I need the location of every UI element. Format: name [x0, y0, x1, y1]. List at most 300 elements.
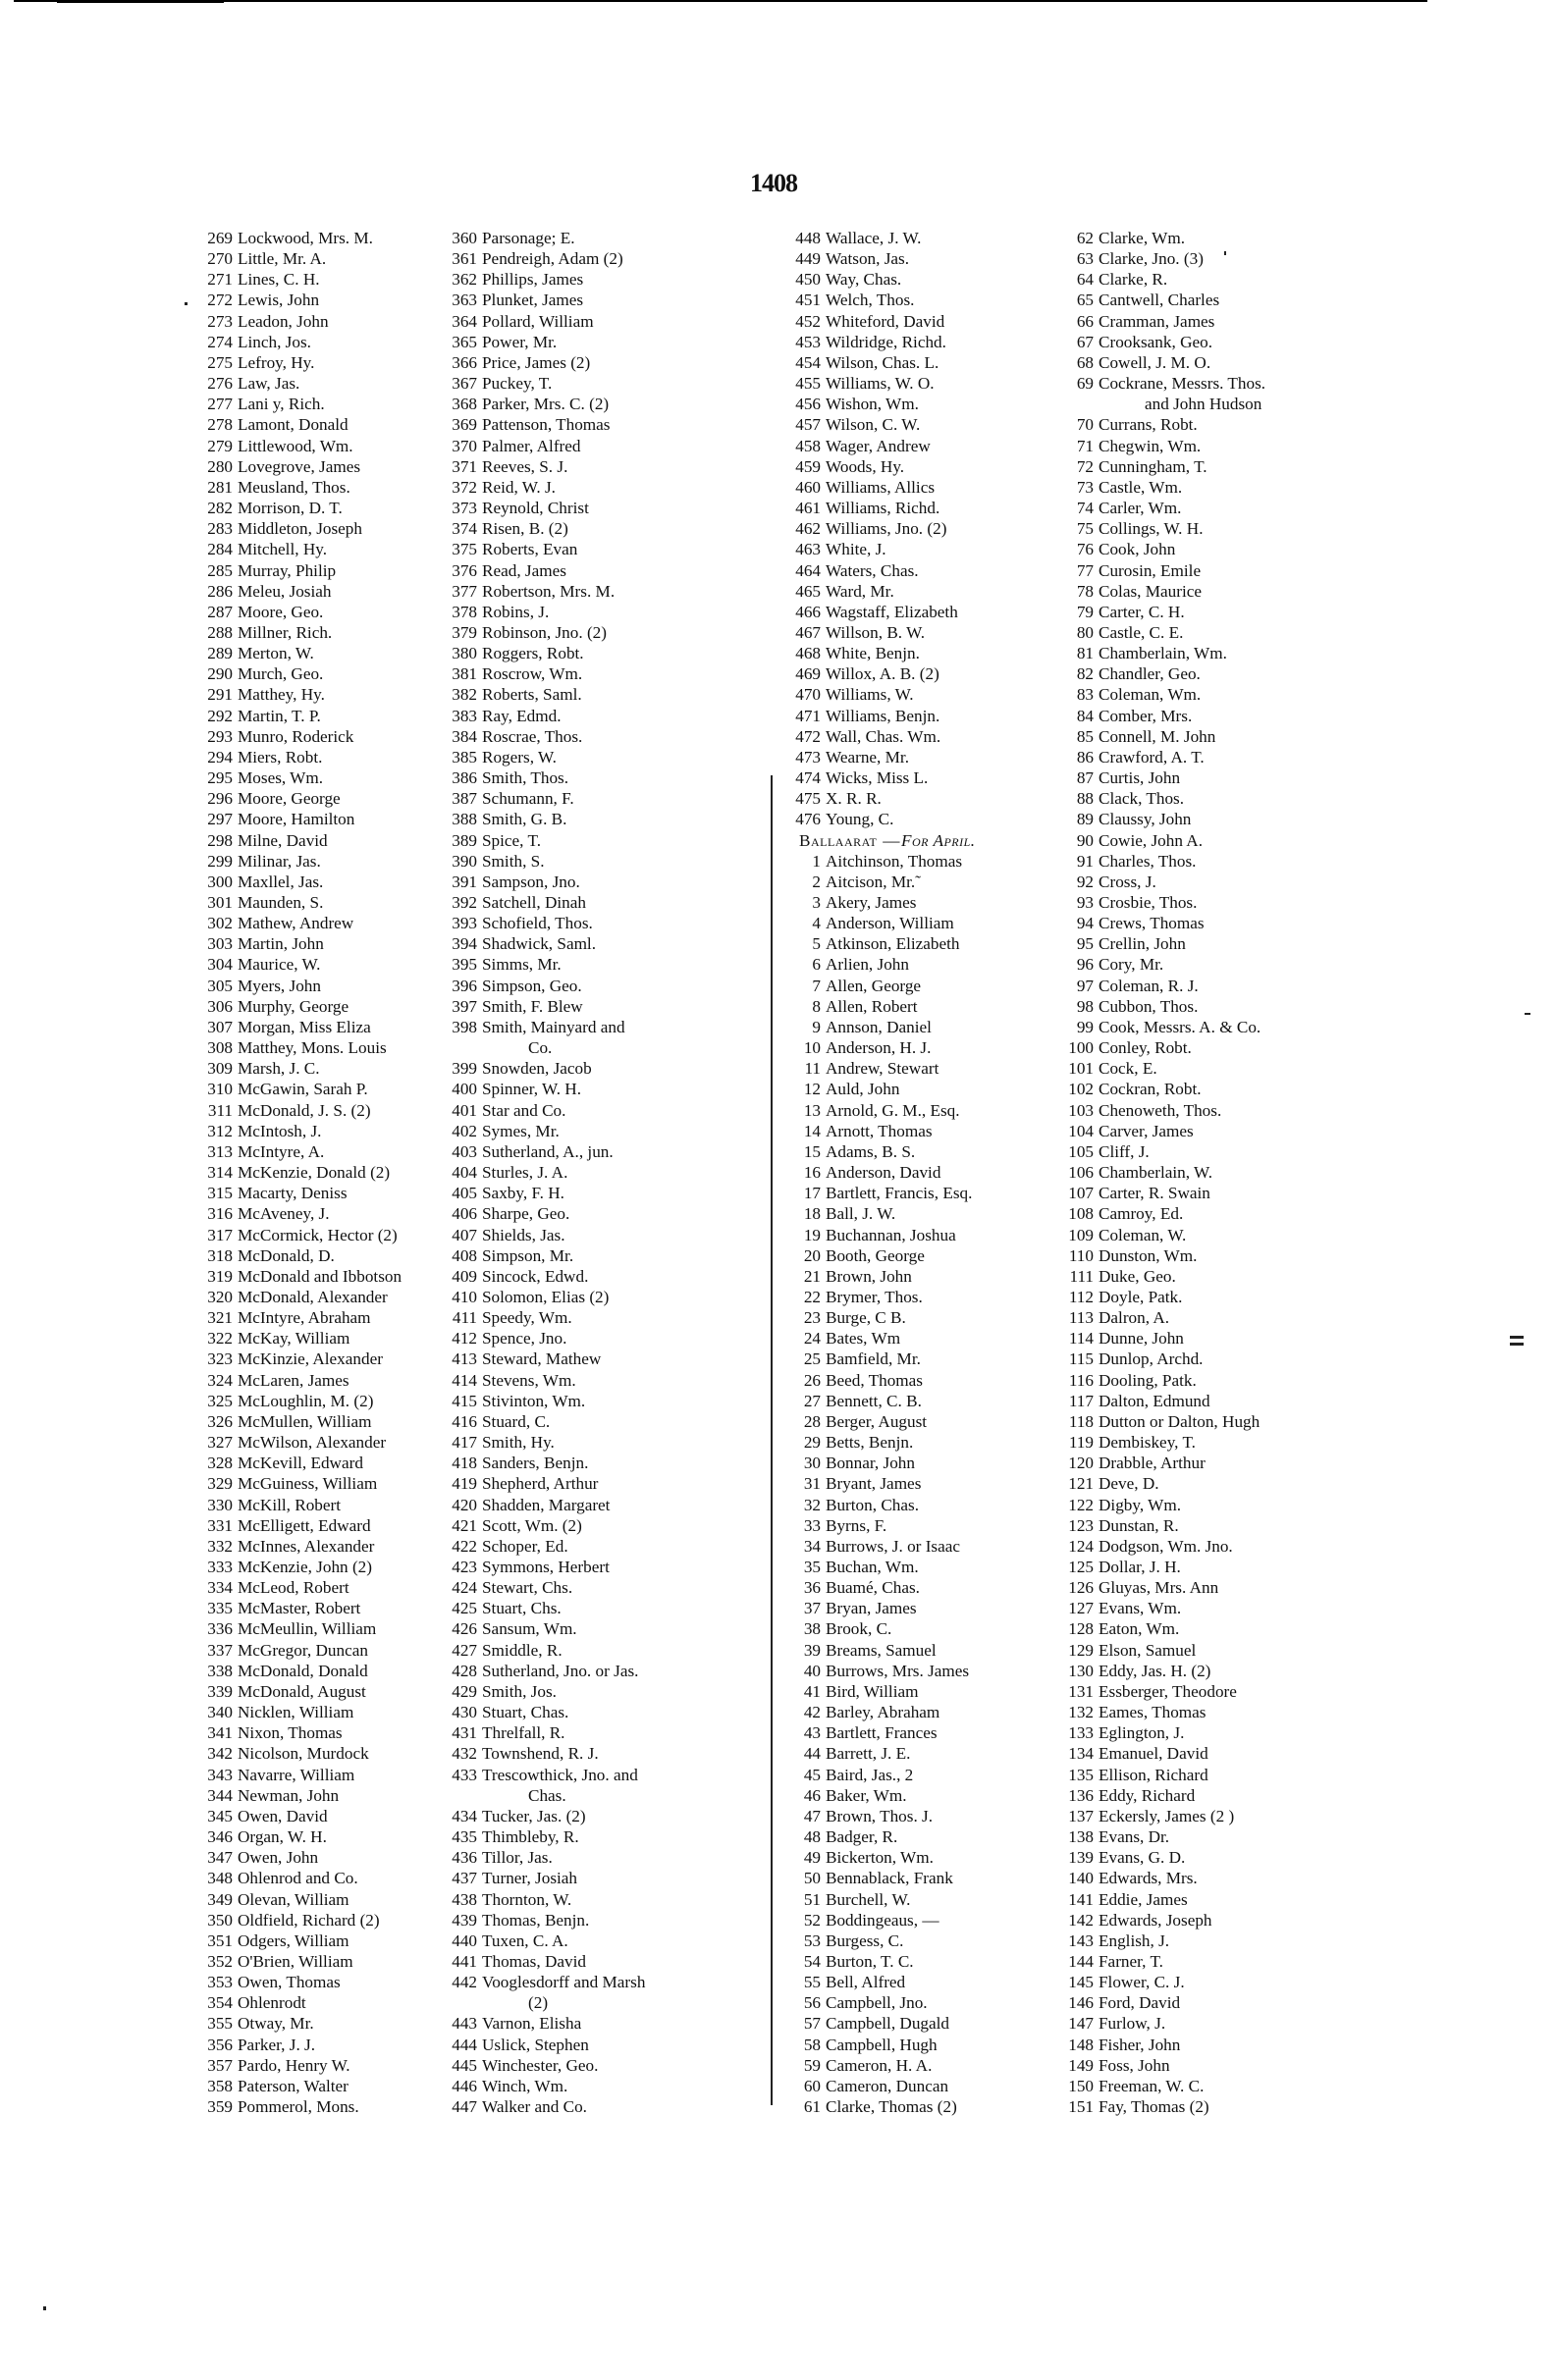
- entry-number: 414: [452, 1370, 477, 1390]
- entry-number: 135: [1068, 1765, 1094, 1784]
- entry-number: 58: [803, 2035, 821, 2054]
- list-item: [781, 1618, 1056, 1639]
- list-item: [199, 1536, 440, 1557]
- entry-number: 340: [207, 1703, 233, 1722]
- entry-number: 11: [804, 1059, 821, 1079]
- list-item: [199, 394, 440, 414]
- entry-name: Cantwell, Charles: [1099, 291, 1220, 310]
- entry-number: 2: [812, 872, 821, 891]
- list-item: [1060, 872, 1355, 892]
- entry-number: 318: [207, 1245, 233, 1265]
- list-item: [781, 1100, 1056, 1121]
- entry-number: 63: [1076, 249, 1094, 269]
- entry-name: Annson, Daniel: [826, 1017, 932, 1036]
- list-item: [1060, 602, 1355, 622]
- entry-name: Crawford, A. T.: [1099, 747, 1205, 767]
- entry-number: 326: [207, 1411, 233, 1431]
- entry-name: Brown, Thos. J.: [826, 1806, 934, 1825]
- entry-number: 21: [803, 1266, 821, 1286]
- list-item: [199, 1349, 440, 1369]
- entry-name: Solomon, Elias (2): [482, 1287, 610, 1306]
- entry-name: Roscrow, Wm.: [482, 664, 583, 684]
- entry-number: 322: [207, 1329, 233, 1349]
- entry-number: 14: [803, 1121, 821, 1140]
- entry-name: Ward, Mr.: [826, 581, 894, 601]
- list-item: [1060, 477, 1355, 498]
- list-item: [199, 1972, 440, 1992]
- entry-name: Reeves, S. J.: [482, 456, 568, 476]
- entry-number: 287: [207, 602, 233, 621]
- entry-number: 277: [207, 395, 233, 414]
- list-item: [781, 954, 1056, 975]
- entry-name: Eckersly, James (2 ): [1099, 1806, 1235, 1825]
- entry-name: McElligett, Edward: [238, 1515, 371, 1535]
- entry-number: 51: [803, 1889, 821, 1909]
- entry-name: Matthey, Mons. Louis: [238, 1038, 387, 1058]
- list-item: [199, 269, 440, 290]
- list-item: [199, 2096, 440, 2117]
- entry-name: McKenzie, Donald (2): [238, 1163, 391, 1183]
- list-item: [199, 1557, 440, 1577]
- list-item: [444, 498, 768, 518]
- entry-number: 25: [803, 1349, 821, 1369]
- entry-number: 31: [803, 1474, 821, 1494]
- entry-number: 407: [452, 1225, 477, 1244]
- entry-number: 295: [207, 768, 233, 788]
- entry-number: 75: [1076, 519, 1094, 539]
- list-item: [1060, 1328, 1355, 1349]
- list-item: [781, 1266, 1056, 1287]
- list-item: [781, 726, 1056, 747]
- entry-name: Way, Chas.: [826, 270, 902, 290]
- list-item: [781, 1661, 1056, 1681]
- list-item: [1060, 851, 1355, 872]
- entry-name: Anderson, H. J.: [826, 1038, 932, 1058]
- list-item: [444, 1307, 768, 1328]
- list-item: [444, 1328, 768, 1349]
- entry-number: 33: [803, 1515, 821, 1535]
- entry-number: 4: [812, 914, 821, 933]
- entry-name: Tucker, Jas. (2): [482, 1806, 586, 1825]
- entry-name: Rogers, W.: [482, 747, 557, 767]
- entry-name: Snowden, Jacob: [482, 1059, 592, 1079]
- entry-name: Willson, B. W.: [826, 622, 926, 642]
- entry-name: Chenoweth, Thos.: [1099, 1100, 1222, 1120]
- entry-name: Puckey, T.: [482, 374, 553, 394]
- list-item: [781, 1328, 1056, 1349]
- entry-name: Miers, Robt.: [238, 747, 323, 767]
- list-item: [781, 1370, 1056, 1391]
- entry-name: Newman, John: [238, 1785, 340, 1805]
- entry-number: 118: [1068, 1411, 1094, 1431]
- entry-name: Coleman, Wm.: [1099, 685, 1202, 705]
- entry-name: Sampson, Jno.: [482, 872, 580, 891]
- list-item: [781, 2013, 1056, 2034]
- list-item: [1060, 684, 1355, 705]
- entry-name: Castle, C. E.: [1099, 622, 1184, 642]
- entry-number: 13: [803, 1100, 821, 1120]
- entry-name: English, J.: [1099, 1930, 1170, 1950]
- list-item: [781, 851, 1056, 872]
- entry-number: 434: [452, 1806, 477, 1825]
- list-item: [781, 1930, 1056, 1951]
- list-item: [199, 1951, 440, 1972]
- entry-number: 337: [207, 1640, 233, 1660]
- entry-name: McMaster, Robert: [238, 1599, 361, 1618]
- list-item: [1060, 1743, 1355, 1764]
- list-item: [444, 1453, 768, 1473]
- entry-name: Baker, Wm.: [826, 1785, 907, 1805]
- list-item: [781, 809, 1056, 829]
- list-item: [781, 643, 1056, 663]
- list-item: [1060, 2096, 1355, 2117]
- entry-name: Smith, Thos.: [482, 768, 569, 788]
- entry-number: 284: [207, 540, 233, 559]
- list-item: [199, 1785, 440, 1806]
- entry-number: 474: [795, 768, 821, 788]
- entry-number: 144: [1068, 1951, 1094, 1971]
- entry-name: Elson, Samuel: [1099, 1640, 1197, 1660]
- entry-number: 22: [803, 1287, 821, 1306]
- list-item: [199, 643, 440, 663]
- entry-name: Booth, George: [826, 1245, 925, 1265]
- entry-number: 328: [207, 1454, 233, 1473]
- list-item: [444, 2035, 768, 2055]
- entry-name: Pommerol, Mons.: [238, 2097, 359, 2117]
- list-item: [781, 1058, 1056, 1079]
- entry-name: McKill, Robert: [238, 1495, 342, 1514]
- entry-number: 18: [803, 1204, 821, 1224]
- list-item: [1060, 518, 1355, 539]
- list-item: [444, 1245, 768, 1266]
- entry-name: Bickerton, Wm.: [826, 1848, 934, 1868]
- entry-number: 408: [452, 1245, 477, 1265]
- entry-number: 412: [452, 1329, 477, 1349]
- list-item: [781, 1307, 1056, 1328]
- entry-name: Deve, D.: [1099, 1474, 1159, 1494]
- entry-number: 388: [452, 810, 477, 829]
- list-item: [781, 248, 1056, 269]
- entry-number: 20: [803, 1245, 821, 1265]
- list-item: [781, 747, 1056, 767]
- entry-number: 421: [452, 1515, 477, 1535]
- entry-name: Campbell, Jno.: [826, 1993, 928, 2013]
- entry-name: Waters, Chas.: [826, 560, 919, 580]
- entry-number: 441: [452, 1951, 477, 1971]
- entry-number: 313: [207, 1141, 233, 1161]
- stray-mark: [1510, 1336, 1524, 1339]
- entry-number: 131: [1068, 1681, 1094, 1701]
- list-item: [781, 1411, 1056, 1432]
- list-item: [781, 1391, 1056, 1411]
- entry-name: McDonald, August: [238, 1681, 366, 1701]
- list-item: [1060, 622, 1355, 643]
- entry-number: 343: [207, 1765, 233, 1784]
- entry-number: 397: [452, 996, 477, 1016]
- list-item: [444, 352, 768, 373]
- entry-number: 344: [207, 1785, 233, 1805]
- entry-number: 42: [803, 1703, 821, 1722]
- list-item: [781, 1910, 1056, 1930]
- entry-number: 124: [1068, 1536, 1094, 1556]
- entry-number: 391: [452, 872, 477, 891]
- section-dash: —: [883, 830, 900, 850]
- list-item: [199, 290, 440, 310]
- entry-number: 378: [452, 602, 477, 621]
- list-item: [444, 1972, 768, 2013]
- entry-name: Reid, W. J.: [482, 477, 556, 497]
- entry-name: McWilson, Alexander: [238, 1433, 387, 1453]
- entry-number: 338: [207, 1661, 233, 1680]
- list-item: [444, 1722, 768, 1743]
- list-item: [781, 1868, 1056, 1888]
- entry-number: 317: [207, 1225, 233, 1244]
- entry-number: 331: [207, 1515, 233, 1535]
- entry-name: Stewart, Chs.: [482, 1578, 573, 1598]
- entry-number: 104: [1068, 1121, 1094, 1140]
- list-item: [781, 436, 1056, 456]
- entry-name: Akery, James: [826, 893, 917, 912]
- entry-number: 444: [452, 2035, 477, 2054]
- list-item: [781, 1992, 1056, 2013]
- list-item: [781, 1889, 1056, 1910]
- list-item: [781, 1702, 1056, 1722]
- entry-number: 352: [207, 1951, 233, 1971]
- entry-name: Shadwick, Saml.: [482, 934, 597, 954]
- entry-number: 97: [1076, 976, 1094, 995]
- entry-number: 396: [452, 976, 477, 995]
- entry-number: 34: [803, 1536, 821, 1556]
- entry-name: Smith, Mainyard and: [482, 1017, 625, 1036]
- entry-name: Wearne, Mr.: [826, 747, 909, 767]
- list-item: [1060, 1391, 1355, 1411]
- entry-number: 9: [812, 1017, 821, 1036]
- entry-number: 299: [207, 851, 233, 871]
- entry-name: McKenzie, John (2): [238, 1558, 372, 1576]
- list-item: [444, 269, 768, 290]
- entry-name: Ray, Edmd.: [482, 706, 562, 725]
- entry-name: Moses, Wm.: [238, 768, 324, 788]
- section-heading: [781, 830, 1056, 851]
- entry-name: Ford, David: [1099, 1993, 1181, 2013]
- list-item: [444, 1661, 768, 1681]
- list-item: [1060, 1826, 1355, 1847]
- entry-number: 60: [803, 2076, 821, 2095]
- entry-name: Colas, Maurice: [1099, 581, 1203, 601]
- entry-name: Satchell, Dinah: [482, 893, 586, 912]
- entry-number: 436: [452, 1848, 477, 1868]
- list-item: [444, 373, 768, 394]
- list-item: [444, 1349, 768, 1369]
- list-item: [444, 1203, 768, 1224]
- entry-number: 1: [812, 851, 821, 871]
- list-item: [444, 1681, 768, 1702]
- list-item: [199, 518, 440, 539]
- list-item: [444, 1930, 768, 1951]
- entry-name: Coleman, W.: [1099, 1225, 1187, 1244]
- entry-name: Star and Co.: [482, 1100, 566, 1120]
- entry-name: Dunston, Wm.: [1099, 1245, 1198, 1265]
- list-item: [199, 1806, 440, 1826]
- list-item: [444, 1391, 768, 1411]
- entry-number: 435: [452, 1827, 477, 1847]
- list-item: [1060, 1557, 1355, 1577]
- entry-number: 347: [207, 1848, 233, 1868]
- list-item: [1060, 1349, 1355, 1369]
- list-item: [781, 996, 1056, 1017]
- entry-number: 406: [452, 1204, 477, 1224]
- entry-number: 374: [452, 519, 477, 539]
- entry-number: 17: [803, 1184, 821, 1203]
- entry-name: Speedy, Wm.: [482, 1308, 572, 1328]
- list-item: [444, 414, 768, 435]
- list-item: [444, 851, 768, 872]
- entry-number: 272: [207, 291, 233, 310]
- list-item: [781, 1826, 1056, 1847]
- entry-name: Meleu, Josiah: [238, 581, 332, 601]
- entry-name: Morrison, D. T.: [238, 499, 343, 518]
- entry-name: Chamberlain, Wm.: [1099, 644, 1227, 663]
- entry-name: McIntyre, A.: [238, 1141, 325, 1161]
- list-item: [1060, 1037, 1355, 1058]
- list-item: [781, 976, 1056, 996]
- entry-name: Barley, Abraham: [826, 1703, 940, 1722]
- entry-number: 6: [812, 955, 821, 975]
- entry-name: Read, James: [482, 560, 566, 580]
- list-item: [444, 1515, 768, 1536]
- entry-number: 451: [795, 291, 821, 310]
- entry-number: 384: [452, 726, 477, 746]
- list-item: [1060, 1370, 1355, 1391]
- list-item: [1060, 1910, 1355, 1930]
- entry-number: 26: [803, 1370, 821, 1390]
- list-item: [199, 581, 440, 602]
- entry-name: Emanuel, David: [1099, 1744, 1208, 1764]
- list-item: [444, 2096, 768, 2117]
- entry-number: 23: [803, 1308, 821, 1328]
- section-place: Ballaarat: [799, 830, 878, 850]
- list-item: [1060, 1141, 1355, 1162]
- list-item: [199, 1100, 440, 1121]
- list-item: [199, 996, 440, 1017]
- entry-name: Sincock, Edwd.: [482, 1266, 589, 1286]
- entry-name: McDonald and Ibbotson: [238, 1266, 402, 1286]
- entry-number: 301: [207, 893, 233, 912]
- list-item: [199, 767, 440, 788]
- entry-name: Milinar, Jas.: [238, 851, 321, 871]
- list-item: [444, 788, 768, 809]
- list-item: [444, 809, 768, 829]
- list-item: [1060, 269, 1355, 290]
- entry-number: 44: [803, 1744, 821, 1764]
- entry-name: Nicolson, Murdock: [238, 1744, 369, 1764]
- entry-name: Cowell, J. M. O.: [1099, 352, 1211, 372]
- entry-number: 134: [1068, 1744, 1094, 1764]
- list-item: [199, 663, 440, 684]
- entry-number: 89: [1076, 810, 1094, 829]
- entry-number: 125: [1068, 1558, 1094, 1576]
- list-item: [781, 456, 1056, 477]
- entry-name: Chandler, Geo.: [1099, 664, 1201, 684]
- entry-name: Sturles, J. A.: [482, 1163, 568, 1183]
- entry-number: 76: [1076, 540, 1094, 559]
- entry-number: 476: [795, 810, 821, 829]
- entry-number: 38: [803, 1619, 821, 1639]
- entry-number: 82: [1076, 664, 1094, 684]
- entry-number: 127: [1068, 1599, 1094, 1618]
- list-item: [444, 1765, 768, 1806]
- entry-number: 296: [207, 789, 233, 809]
- list-item: [1060, 1765, 1355, 1785]
- entry-number: 359: [207, 2097, 233, 2117]
- list-item: [199, 414, 440, 435]
- entry-name: McMeullin, William: [238, 1619, 377, 1639]
- entry-number: 145: [1068, 1973, 1094, 1992]
- entry-number: 116: [1068, 1370, 1094, 1390]
- entry-number: 382: [452, 685, 477, 705]
- entry-number: 348: [207, 1869, 233, 1888]
- list-item: [444, 1826, 768, 1847]
- entry-name: Betts, Benjn.: [826, 1433, 914, 1453]
- entry-name: Merton, W.: [238, 644, 314, 663]
- list-item: [444, 1618, 768, 1639]
- list-item: [444, 1847, 768, 1868]
- list-item: [199, 1307, 440, 1328]
- entry-name: McCormick, Hector (2): [238, 1225, 398, 1244]
- entry-number: 324: [207, 1370, 233, 1390]
- entry-number: 292: [207, 706, 233, 725]
- list-item: [444, 1079, 768, 1099]
- entry-number: 460: [795, 477, 821, 497]
- entry-name: Pendreigh, Adam (2): [482, 249, 623, 269]
- entry-number: 70: [1076, 415, 1094, 435]
- list-item: [444, 726, 768, 747]
- entry-name: Brown, John: [826, 1266, 912, 1286]
- entry-name: Clarke, Thomas (2): [826, 2097, 957, 2117]
- entry-name: Roscrae, Thos.: [482, 726, 583, 746]
- entry-name: Charles, Thos.: [1099, 851, 1197, 871]
- entry-name: Parker, J. J.: [238, 2035, 316, 2054]
- list-item: [199, 311, 440, 332]
- list-item: [1060, 290, 1355, 310]
- entry-number: 150: [1068, 2076, 1094, 2095]
- entry-name: Carler, Wm.: [1099, 499, 1182, 518]
- entry-number: 55: [803, 1973, 821, 1992]
- entry-name: Moore, Geo.: [238, 602, 324, 621]
- list-item: [781, 602, 1056, 622]
- entry-number: 40: [803, 1661, 821, 1680]
- entry-number: 117: [1068, 1391, 1094, 1410]
- entry-number: 32: [803, 1495, 821, 1514]
- entry-name: Williams, W. O.: [826, 374, 935, 394]
- list-item: [781, 414, 1056, 435]
- entry-name: Nixon, Thomas: [238, 1723, 343, 1743]
- entry-name: Eddy, Richard: [1099, 1785, 1196, 1805]
- entry-number: 386: [452, 768, 477, 788]
- entry-name: Williams, W.: [826, 685, 914, 705]
- entry-name: Mitchell, Hy.: [238, 540, 328, 559]
- entry-number: 415: [452, 1391, 477, 1410]
- list-item: [444, 477, 768, 498]
- entry-number: 281: [207, 477, 233, 497]
- entry-number: 390: [452, 851, 477, 871]
- entry-name: Dutton or Dalton, Hugh: [1099, 1411, 1260, 1431]
- list-item: [199, 1017, 440, 1037]
- entry-name: Crosbie, Thos.: [1099, 893, 1198, 912]
- entry-number: 8: [812, 996, 821, 1016]
- list-item: [199, 1992, 440, 2013]
- entry-name: Wilson, Chas. L.: [826, 352, 939, 372]
